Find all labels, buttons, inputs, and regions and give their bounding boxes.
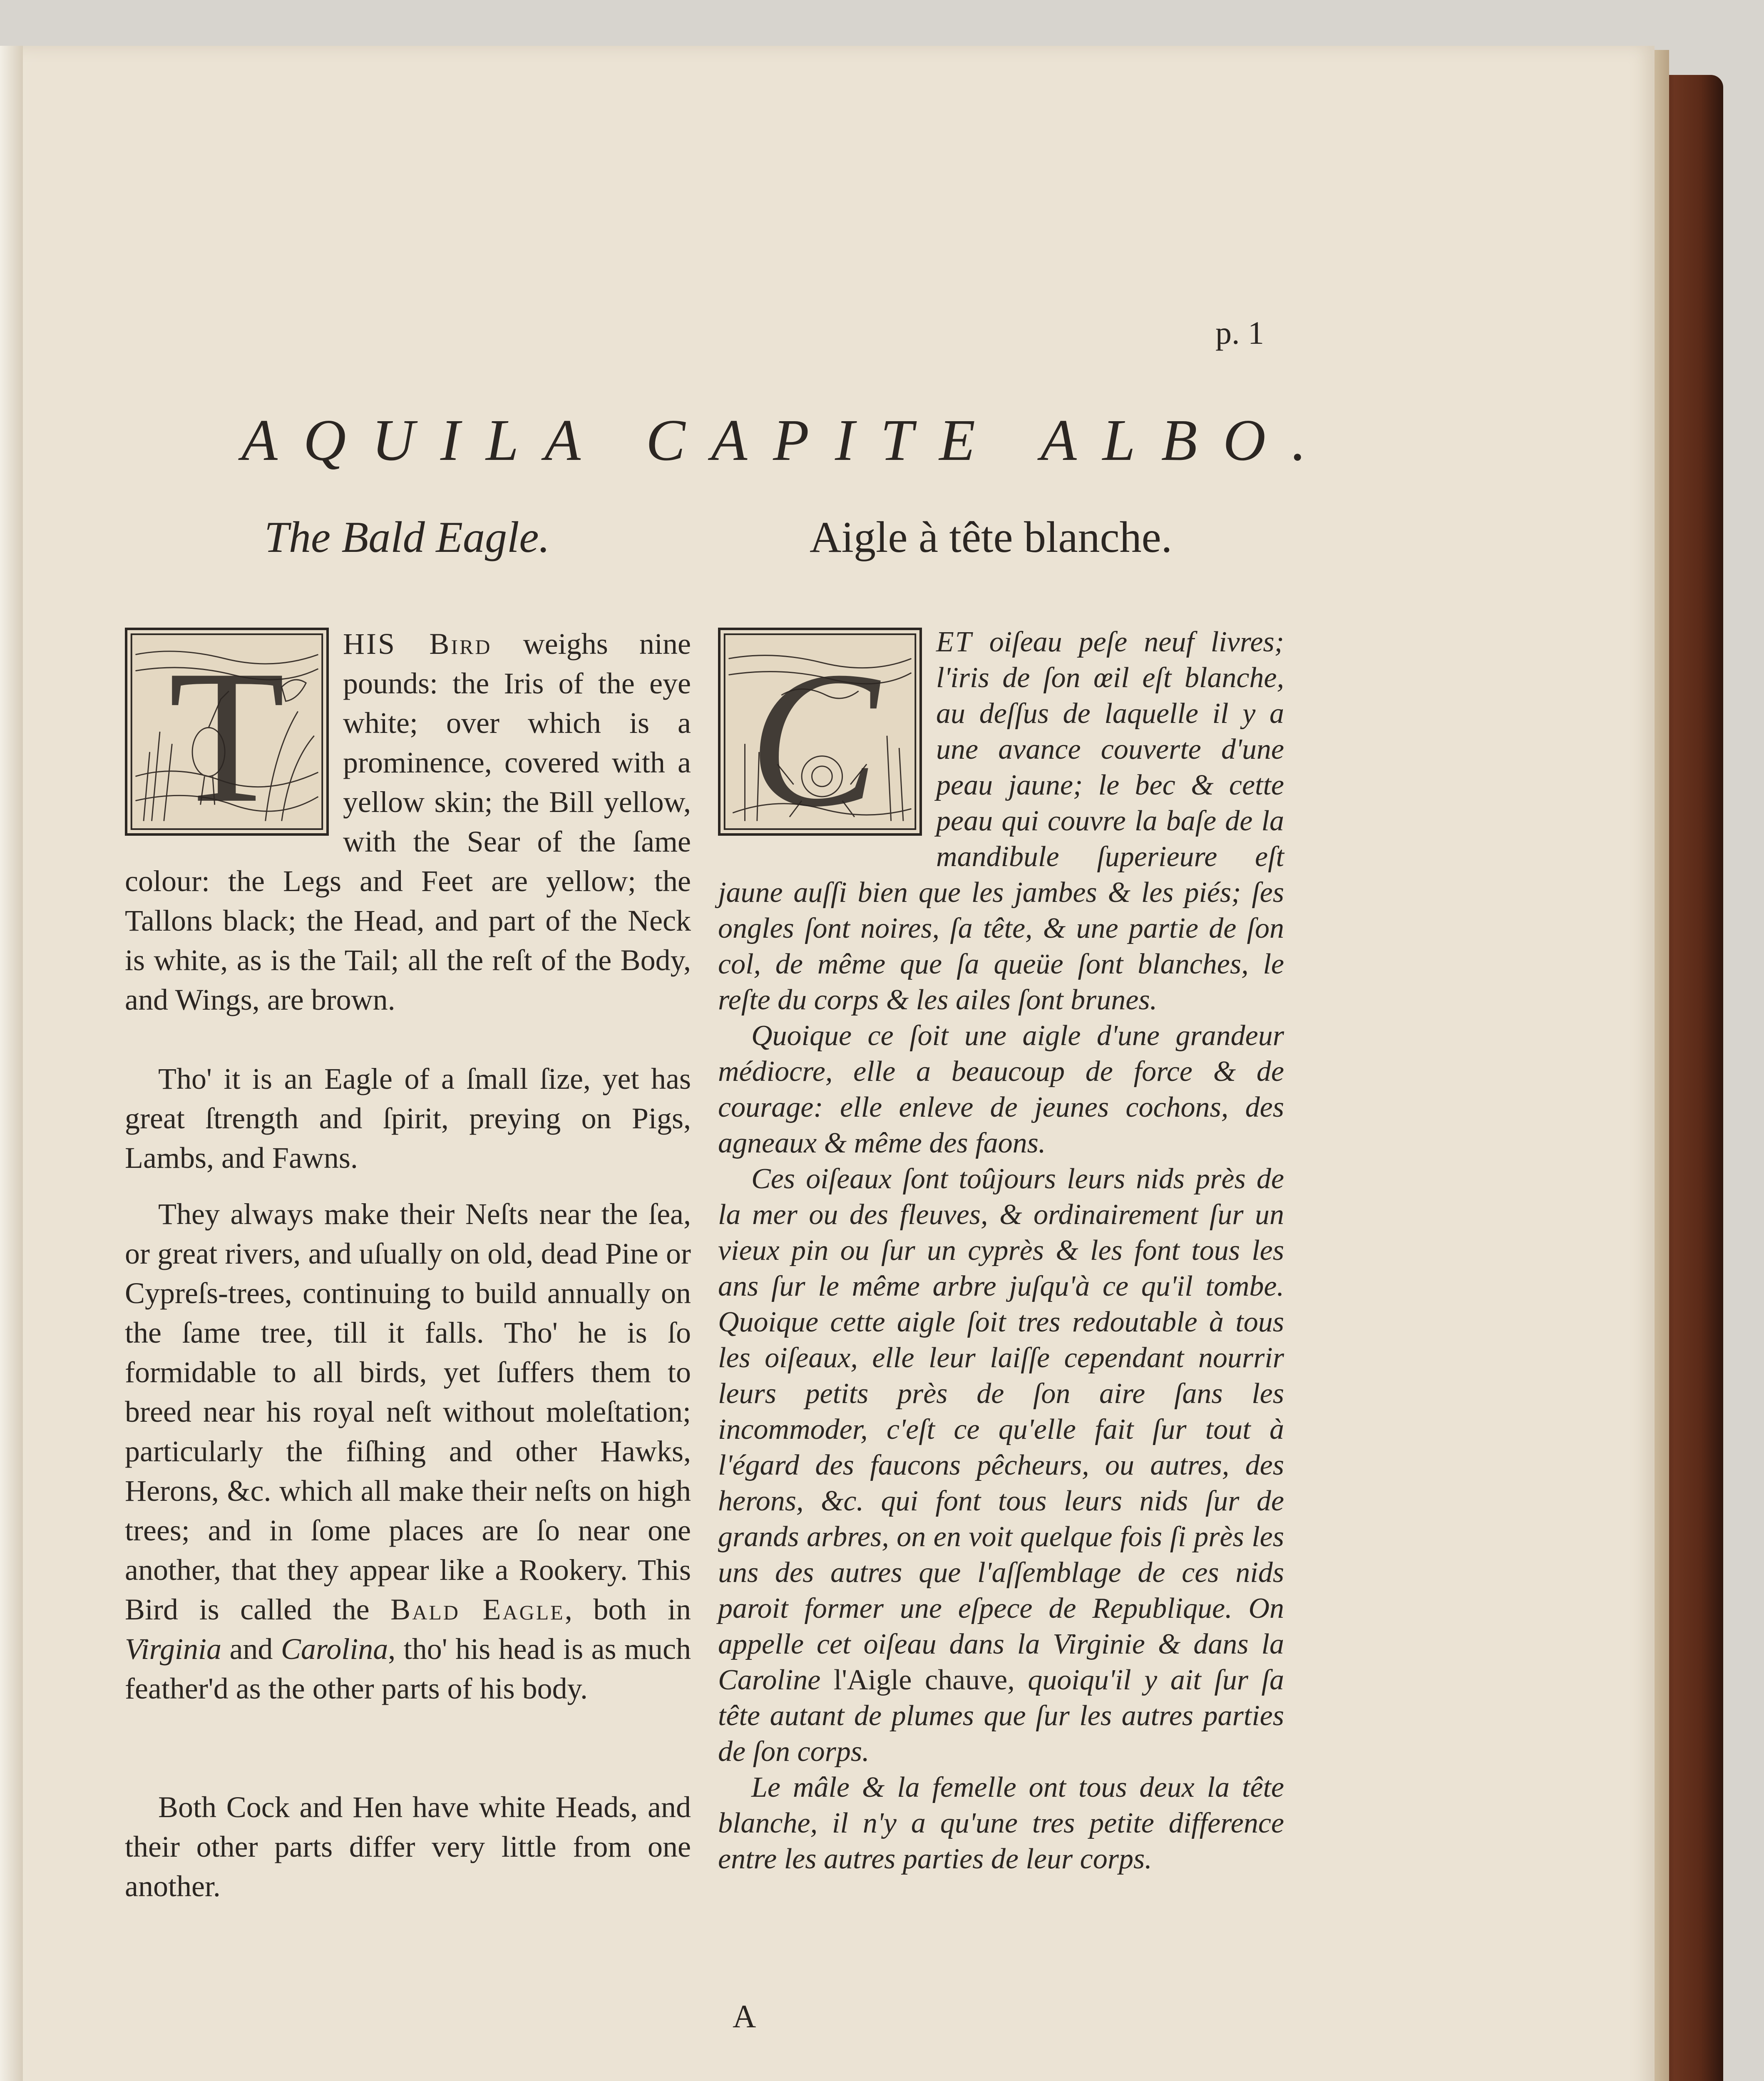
dropcap-letter-t: T [168, 631, 286, 833]
french-paragraph-4: Le mâle & la femelle ont tous deux la tête blanche, il n'y a qu'une tres petite difference entre les autres parties de leur corps. [718, 1771, 1284, 1875]
signature-mark: A [733, 1998, 756, 2034]
dropcap-c-engraving [718, 628, 922, 836]
english-p1-text: weighs nine pounds: the Iris of the eye white; over which is a prominence, covered with a yellow skin; the Bill yellow, with the Sear of the ſame colour: the Legs and Feet are yellow; the Tallons black; the Head, and part of the Neck is white, as is the Tail; all the reſt of the Body, and Wings, are brown. [125, 627, 691, 1016]
english-column [125, 624, 691, 1906]
latin-title: AQUILA CAPITE ALBO. [241, 407, 1332, 473]
english-paragraph-1 [125, 624, 691, 1020]
french-column [718, 624, 1284, 1877]
french-paragraph-1 [718, 624, 1284, 1018]
place-virginia: Virginia [125, 1632, 221, 1666]
french-title: Aigle à tête blanche. [810, 513, 1173, 561]
gutter [0, 46, 23, 2081]
place-carolina: Carolina [281, 1632, 388, 1666]
french-p3-text: Ces oiſeaux ſont toûjours leurs nids près de la mer ou des fleuves, & ordinairement ſur un vieux pin ou ſur un cyprès & les font tous les ans ſur le même arbre juſqu'à ce qu'il tombe. Quoique cette aigle ſoit tres redoutable à tous les oiſeaux, elle leur laiſſe cependant nourrir leurs petits près de ſon aire ſans les incommoder, c'eſt ce qu'elle fait ſur tout à l'égard des faucons pêcheurs, ou autres, des herons, &c. qui font tous leurs nids ſur de grands arbres, on en voit quelque fois ſi près les uns des autres que l'aſſemblage de ces nids paroit former une eſpece de Republique. On appelle cet oiſeau dans la Virginie & dans la Caroline [718, 1163, 1284, 1696]
english-paragraph-3 [125, 1194, 691, 1709]
english-paragraph-4: Both Cock and Hen have white Heads, and their other parts differ very little from one another. [125, 1790, 691, 1903]
english-p3-end: , tho' his head is as much feather'd as the other parts of his body. [125, 1632, 691, 1705]
english-p3-and: and [221, 1632, 281, 1666]
english-lead-caps: HIS Bird [343, 627, 492, 661]
french-lead: ET [936, 626, 973, 658]
english-title: The Bald Eagle. [264, 513, 550, 561]
french-p1-text: oiſeau peſe neuf livres; l'iris de ſon œil eſt blanche, au deſſus de laquelle il y a une avance couverte d'une peau jaune; le bec & cette peau qui couvre la baſe de la mandibule ſuperieure eſt jaune auſſi bien que les jambes & les piés; ſes ongles ſont noires, ſa tête, & une partie de ſon col, de même que ſa queüe ſont blanches, le reſte du corps & les ailes ſont brunes. [718, 626, 1284, 1016]
french-p3-end: , quoiqu'il y ait ſur ſa tête autant de plumes que ſur les autres parties de ſon corps. [718, 1664, 1284, 1768]
bald-eagle-caps: Bald Eagle [390, 1593, 565, 1626]
dropcap-t-engraving [125, 628, 329, 836]
english-p3-mid: , both in [564, 1593, 691, 1626]
dropcap-letter-c: C [749, 631, 879, 833]
english-paragraph-2: Tho' it is an Eagle of a ſmall ſize, yet has great ſtrength and ſpirit, preying on Pigs, Lambs, and Fawns. [125, 1062, 691, 1175]
spine-note [4, 2039, 17, 2081]
french-paragraph-3 [718, 1161, 1284, 1770]
aigle-chauve-roman: l'Aigle chauve [833, 1664, 1008, 1696]
english-p3-text: They always make their Neſts near the ſea, or great rivers, and uſually on old, dead Pine or Cypreſs-trees, continuing to build annually on the ſame tree, till it falls. Tho' he is ſo formidable to all birds, yet ſuffers them to breed near his royal neſt without moleſtation; particularly the fiſhing and other Hawks, Herons, &c. which all make their neſts on high trees; and in ſome places are ſo near one another, that they appear like a Rookery. This Bird is called the [125, 1197, 691, 1626]
french-paragraph-2: Quoique ce ſoit une aigle d'une grandeur médiocre, elle a beaucoup de force & de courage: elle enleve de jeunes cochons, des agneaux & même des faons. [718, 1020, 1284, 1159]
page-number: p. 1 [1215, 315, 1264, 351]
